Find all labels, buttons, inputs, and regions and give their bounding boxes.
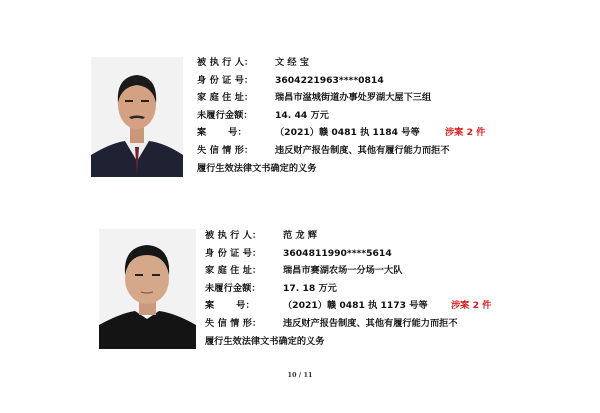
field-label: 案 号： <box>197 127 247 139</box>
field-label: 家 庭 住 址： <box>197 92 254 104</box>
field-value: （2021）赣 0481 执 1184 号等 <box>275 127 420 139</box>
field-address <box>205 262 505 280</box>
field-value-continued: 履行生效法律文书确定的义务 <box>205 335 325 347</box>
field-label: 未履行金额： <box>197 109 253 121</box>
field-value: 文 经 宝 <box>275 57 309 68</box>
field-label: 身 份 证 号： <box>197 74 254 86</box>
field-debtor-name <box>205 227 505 245</box>
field-case-number <box>197 124 497 142</box>
field-label: 未履行金额： <box>205 282 261 294</box>
field-label: 身 份 证 号： <box>205 247 262 259</box>
field-value: （2021）赣 0481 执 1173 号等 <box>283 300 428 312</box>
field-label: 家 庭 住 址： <box>205 265 262 277</box>
field-address <box>197 89 497 107</box>
field-label: 被 执 行 人： <box>205 230 262 241</box>
field-value: 范 龙 辉 <box>283 230 317 241</box>
field-label: 案 号： <box>205 300 255 312</box>
field-default-reason-continued <box>197 160 497 178</box>
field-value-continued: 履行生效法律文书确定的义务 <box>197 162 317 174</box>
field-value: 瑞昌市湓城街道办事处罗湖大屋下三组 <box>275 92 432 104</box>
field-value: 3604811990****5614 <box>283 247 392 259</box>
cases-badge: 涉案 2 件 <box>445 127 486 139</box>
field-amount <box>205 280 505 298</box>
field-default-reason <box>205 315 505 333</box>
field-label: 被 执 行 人： <box>197 57 254 68</box>
field-label: 失 信 情 形： <box>205 317 262 329</box>
field-id-number <box>205 245 505 263</box>
field-label: 失 信 情 形： <box>197 144 254 156</box>
debtor-photo-1 <box>91 57 183 177</box>
page-number: 10 / 11 <box>287 371 313 379</box>
field-value: 14. 44 万元 <box>275 109 329 121</box>
field-case-number <box>205 297 505 315</box>
field-default-reason-continued <box>205 333 505 351</box>
debtor-photo-2 <box>99 229 196 349</box>
debtor-info-1 <box>197 54 497 177</box>
field-debtor-name <box>197 54 497 72</box>
cases-badge: 涉案 2 件 <box>451 300 492 312</box>
field-value: 瑞昌市赛湖农场一分场一大队 <box>283 265 403 277</box>
debtor-info-2 <box>205 227 505 350</box>
field-value: 违反财产报告制度、其他有履行能力而拒不 <box>283 317 458 329</box>
field-value: 17. 18 万元 <box>283 282 337 294</box>
field-amount <box>197 107 497 125</box>
field-default-reason <box>197 142 497 160</box>
field-id-number <box>197 72 497 90</box>
field-value: 违反财产报告制度、其他有履行能力而拒不 <box>275 144 450 156</box>
field-value: 3604221963****0814 <box>275 74 384 86</box>
